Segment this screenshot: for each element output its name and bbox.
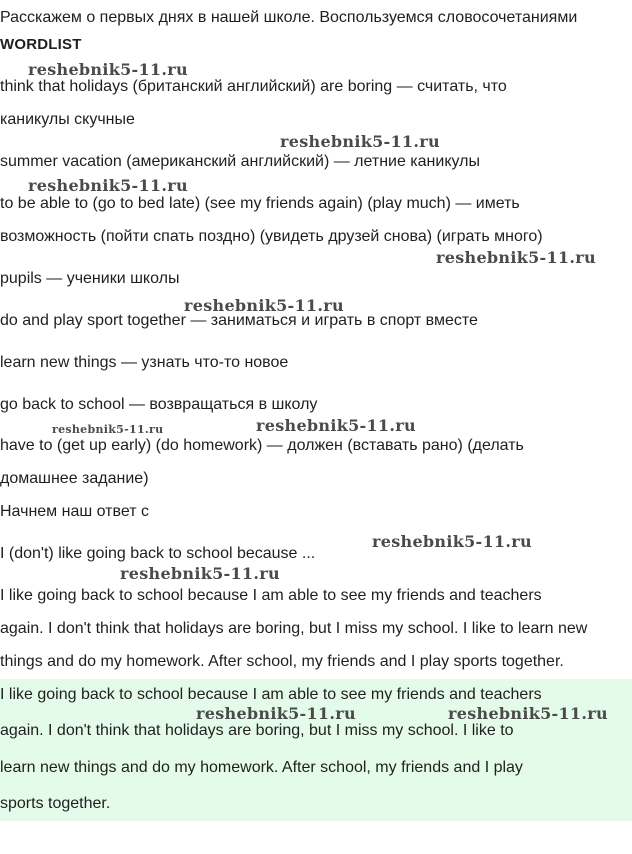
wordlist-line: pupils — ученики школы (0, 270, 180, 287)
start-label: Начнем наш ответ с (0, 503, 149, 520)
watermark: reshebnik5-11.ru (372, 532, 532, 551)
answer-starter: I (don't) like going back to school because ... (0, 545, 316, 562)
wordlist-line: have to (get up early) (do homework) — должен (вставать рано) (делать (0, 437, 524, 454)
answer-line: sports together. (0, 795, 111, 812)
answer-line: I like going back to school because I am able to see my friends and teachers (0, 587, 542, 604)
answer-line: again. I don't think that holidays are boring, but I miss my school. I like to (0, 722, 514, 739)
wordlist-line: возможность (пойти спать поздно) (увидеть друзей снова) (играть много) (0, 228, 543, 245)
wordlist-line: do and play sport together — заниматься и играть в спорт вместе (0, 312, 478, 329)
watermark: reshebnik5-11.ru (184, 296, 344, 315)
watermark: reshebnik5-11.ru (256, 416, 416, 435)
watermark: reshebnik5-11.ru (448, 704, 608, 723)
wordlist-line: to be able to (go to bed late) (see my friends again) (play much) — иметь (0, 195, 520, 212)
wordlist-heading: WORDLIST (0, 36, 82, 53)
watermark: reshebnik5-11.ru (52, 423, 164, 436)
watermark: reshebnik5-11.ru (28, 176, 188, 195)
answer-line: I like going back to school because I am able to see my friends and teachers (0, 686, 542, 703)
wordlist-line: go back to school — возвращаться в школу (0, 396, 318, 413)
wordlist-line: learn new things — узнать что-то новое (0, 354, 289, 371)
answer-highlight-box (0, 679, 632, 821)
watermark: reshebnik5-11.ru (436, 248, 596, 267)
answer-line: learn new things and do my homework. After school, my friends and I play (0, 759, 523, 776)
wordlist-line: домашнее задание) (0, 470, 149, 487)
watermark: reshebnik5-11.ru (28, 60, 188, 79)
intro-text: Расскажем о первых днях в нашей школе. Воспользуемся словосочетаниями (0, 9, 578, 26)
watermark: reshebnik5-11.ru (120, 564, 280, 583)
answer-line: again. I don't think that holidays are boring, but I miss my school. I like to learn new (0, 620, 588, 637)
wordlist-line: summer vacation (американский английский) — летние каникулы (0, 153, 480, 170)
wordlist-line: каникулы скучные (0, 111, 135, 128)
wordlist-line: think that holidays (британский английский) are boring — считать, что (0, 78, 507, 95)
answer-line: things and do my homework. After school, my friends and I play sports together. (0, 653, 564, 670)
watermark: reshebnik5-11.ru (196, 704, 356, 723)
watermark: reshebnik5-11.ru (280, 132, 440, 151)
